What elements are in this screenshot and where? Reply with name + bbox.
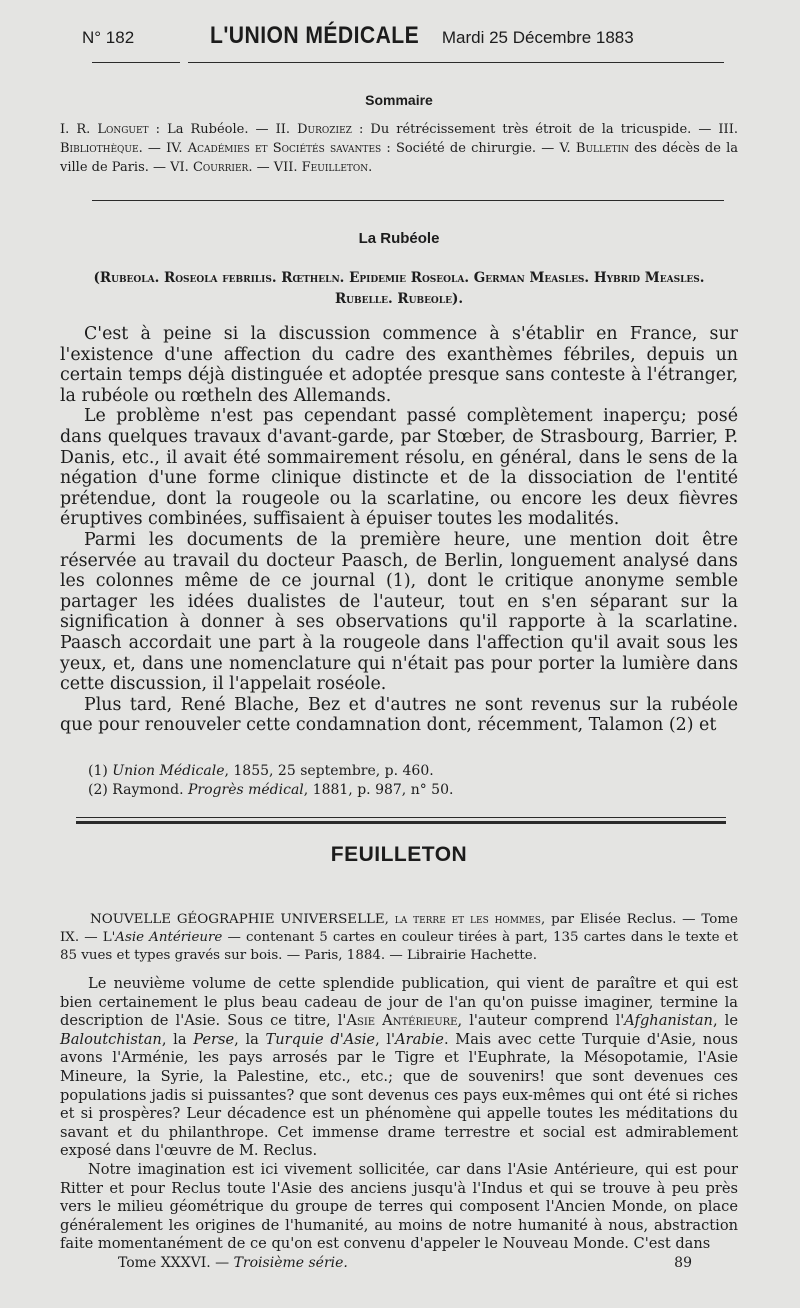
issue-number: N° 182 [82,28,135,47]
sommaire-rule [92,200,724,201]
page-footer [118,1255,692,1271]
feuilleton-title: FEUILLETON [330,843,468,866]
feuilleton-rule-top [76,817,726,818]
footnote-2: (2) Raymond. Progrès médical, 1881, p. 987, n° 50. [88,782,454,798]
footnotes [88,762,738,800]
issue-date: Mardi 25 Décembre 1883 [441,28,634,47]
article-title: La Rubéole [358,230,440,247]
article-paragraph: Parmi les documents de la première heure, une mention doit être réservée au travail du docteur Paasch, de Berlin, longuement analysé dans les colonnes même de ce journal (1), dont le critique anonyme semble partager les idées dualistes de l'auteur, tout en s'en séparant sur la signification à donner à ses observations qu'il rapporte à la scarlatine. Paasch accordait une part à la rougeole dans l'affection qu'il avait sous les yeux, et, dans une nomenclature qui n'était pas pour porter la lumière dans cette discussion, il l'appelait roséole. [60,529,738,695]
journal-title: L'UNION MÉDICALE [210,22,420,49]
article-body [60,324,738,736]
sommaire-title: Sommaire [365,92,433,108]
article-paragraph: Le problème n'est pas cependant passé complètement inaperçu; posé dans quelques travaux d'avant-garde, par Stœber, de Strasbourg, Barrier, P. Danis, etc., il avait été sommairement résolu, en général, dans le sens de la négation d'une forme clinique distincte et de la dissociation de l'entité prétendue, dont la rougeole ou la scarlatine, ou encore les deux fièvres éruptives combinées, suffisaient à épuiser toutes les modalités. [60,406,738,530]
article-paragraph: Plus tard, René Blache, Bez et d'autres ne sont revenus sur la rubéole que pour renouveler cette condamnation dont, récemment, Talamon (2) et [60,694,738,736]
header-rule-right [188,62,724,63]
feuilleton-body [60,975,738,1254]
page-number: 89 [674,1255,692,1271]
sommaire-list: I. R. Longuet : La Rubéole. — II. Duroziez : Du rétrécissement très étroit de la tricuspide. — III. Bibliothèque. — IV. Académies et Sociétés savantes : Société de chirurgie. — V. Bulletin des décès de la ville de Paris. — VI. Courrier. — VII. Feuilleton. [60,122,739,175]
article-synonyms: (Rubeola. Roseola febrilis. Rœtheln. Epidemie Roseola. German Measles. Hybrid Measles. Rubelle. Rubeole). [93,270,705,307]
feuilleton-rule-bottom [76,821,726,824]
footer-volume: Tome XXXVI. — Troisième série. [118,1255,348,1271]
page-header [82,22,738,50]
article-paragraph: C'est à peine si la discussion commence à s'établir en France, sur l'existence d'une affection du cadre des exanthèmes fébriles, depuis un certain temps déjà distinguée et adoptée presque sans conteste à l'étranger, la rubéole ou rœtheln des Allemands. [60,324,738,406]
footnote-1: (1) Union Médicale, 1855, 25 septembre, p. 460. [88,763,434,779]
header-rule-left [92,62,180,63]
book-citation: NOUVELLE GÉOGRAPHIE UNIVERSELLE, la terre et les hommes, par Elisée Reclus. — Tome IX. — L'Asie Antérieure — contenant 5 cartes en couleur tirées à part, 135 cartes dans le texte et 85 vues et types gravés sur bois. — Paris, 1884. — Librairie Hachette. [60,912,738,963]
feuilleton-paragraph: Notre imagination est ici vivement sollicitée, car dans l'Asie Antérieure, qui est pour Ritter et pour Reclus toute l'Asie des anciens jusqu'à l'Indus et qui se trouve à peu près vers le milieu géométrique du groupe de terres qui composent l'Ancien Monde, on place généralement les origines de l'humanité, au moins de notre humanité à nous, abstraction faite momentanément de ce qu'on est convenu d'appeler le Nouveau Monde. C'est dans [60,1160,738,1253]
feuilleton-paragraph: Le neuvième volume de cette splendide publication, qui vient de paraître et qui est bien certainement le plus beau cadeau de jour de l'an qu'on puisse imaginer, termine la description de l'Asie. Sous ce titre, l'Asie Antérieure, l'auteur comprend l'Afghanistan, le Baloutchistan, la Perse, la Turquie d'Asie, l'Arabie. Mais avec cette Turquie d'Asie, nous avons l'Arménie, les pays arrosés par le Tigre et l'Euphrate, la Mésopotamie, l'Asie Mineure, la Syrie, la Palestine, etc., etc.; que de souvenirs! que sont devenues ces populations jadis si puissantes? que sont devenus ces pays eux-mêmes qui ont été si riches et si prospères? Leur décadence est un phénomène qui appelle toutes les méditations du savant et du philanthrope. Cet immense drame terrestre et social est admirablement exposé dans l'œuvre de M. Reclus. [60,975,738,1160]
